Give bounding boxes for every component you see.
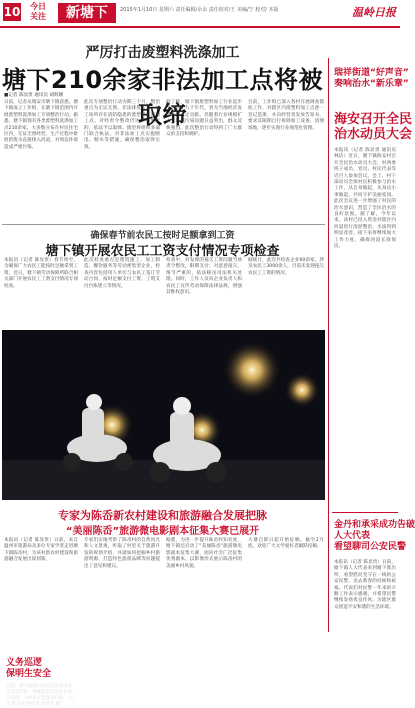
photo-illustration [2,330,325,500]
story2-subtitle: 确保春节前农民工按时足额拿到工资 [90,231,235,241]
story1-headline: 塘下210余家非法加工点将被取缔 [1,66,324,129]
story1-col4: 目前，工作组已深入各村开展调查摸底工作，对辖区内废塑料加工点逐一登记造册，并向经营者发放告知书，要求其限期自行拆除加工设备，清理场地，逐步实现行业规范化管理。 [248,100,324,131]
header-meta: 2015年1月10日 星期六 责任编辑/余永 责任校对/王 美编/宁 校对/ 本版 [120,7,279,13]
story3-col2: 专家们实地考察了陈岙村的自然风光和人文景观，听取了村里关于旅游开发的规划介绍，并就如何挖掘乡村旅游资源、打造特色旅游品牌等问题提出了意见和建议。 [84,538,160,569]
page-number: 10 [3,5,21,19]
paper-logo: 温岭日报 [352,6,396,19]
sidebar-body-2: 本报讯（记者 陈显贵）日前，塘下镇人大代表来到塘下派出所，看望慰问坚守在一线的公安民警，送去新春的问候和祝福。代表们对民警一年来的辛勤工作表示感谢，并希望民警继续发扬优良作风，为辖区群众创造平安和谐的生活环境。 [334,560,396,610]
sidebar-kicker: 瑞祥街道“好声音” 奏响治水“新乐章” [334,68,409,89]
story1-col1: 日前，记者从瑞安市塘下镇获悉，塘下镇成立工作组，在塘下镇范围内开展废塑料洗涤加工专项整治行动。据悉，塘下镇现有各类废塑料洗涤加工点210余家，大多数分布在村民住宅区内，无证无照经营，生产过程中排放的废水直接排入河道，对周边环境造成严重污染。 [4,100,78,150]
story3-col4: 大赛自即日起开始征稿，截至2月底，欢迎广大文学爱好者踊跃投稿。 [248,538,324,550]
story3-col3: 据悉，为进一步提升陈岙村知名度，塘下镇还启动了“美丽陈岙”旅游微电影剧本征集大赛，面向社会广泛征集优秀剧本，以影像形式展示陈岙村的美丽乡村风貌。 [166,538,242,569]
story3-headline: 专家为陈岙新农村建设和旅游融合发展把脉 [58,509,267,522]
story2-col1: 本报讯（记者 陈显贵）春节将至，为确保广大农民工能按时足额拿到工资，近日，塘下镇劳动保障所联合相关部门开展农民工工资支付情况专项检查。 [4,258,78,289]
sidebar-divider [332,512,398,513]
story3-subtitle: “美丽陈岙”旅游微电影剧本征集大赛已展开 [65,526,260,537]
photo-caption-title: 义务巡逻 保明生安全 [6,658,52,679]
story1-col3: 据了解，塘下镇废塑料加工行业起步于上世纪九十年代，曾为当地经济发展作出一定贡献。但随着行业规模扩大，环境污染问题日益突出，群众反映强烈。此次整治行动得到了广大群众的支持和拥护。 [166,100,242,138]
story1-subtitle: 严厉打击废塑料洗涤加工 [85,45,240,61]
section-title: 新塘下 [58,3,116,23]
brand-logo: 今日 关注 [30,2,46,21]
masthead [0,0,400,28]
photo-caption [6,658,76,708]
story2-col3: 检查中，对发现的拖欠工资问题当场责令整改，限期支付；对恶意拖欠、情节严重的，依法移送司法机关处理。同时，工作人员向企业负责人和农民工宣传劳动保障法律法规，增强其维权意识。 [166,258,242,296]
story2-headline: 塘下镇开展农民工工资支付情况专项检查 [45,244,280,259]
sidebar-body: 本报讯（记者 陈显贵 通讯员 林洁）近日，塘下镇海安村召开全民治水动员大会，村两委班子成员、党员、村民代表等近百人参加会议。会上，村干部动员全体村民积极参与治水工作，从自身做起，从身边小事做起，共同守护美丽家园。此次会议进一步增强了村民的治水意识，营造了全民治水的良好氛围。据了解，今年以来，该村已投入资金对辖区内河道进行清淤整治，水质得到明显改善。接下来将继续加大工作力度，确保河道长效保洁。 [334,148,396,250]
divider [2,224,325,225]
story3-col1: 本报讯（记者 陈显贵）日前，来自温州市旅游局及多位专家学者走进塘下镇陈岙村，为该村新农村建设和旅游融合发展出谋划策。 [4,538,78,563]
story2-col2: 此次检查重点是建筑施工、加工制造、餐饮服务等劳动密集型企业，检查内容包括用人单位与农民工签订劳动合同、按时足额支付工资、工资支付台账建立等情况。 [84,258,160,289]
masthead-rule [0,26,400,28]
story2-col4: 据统计，此次共检查企业60余家，涉及农民工3000余人，目前未发现拖欠农民工工资的情况。 [248,258,325,276]
story1-col2: 此次专项整治行动为期三个月，整治重点为无证无照、非法排放污水、加工场所存在消防隐患的废塑料洗涤加工点。对经责令整改仍达不到要求的，依法予以取缔。镇里将组织多部门联合执法，对非法加工点实施断电、断水等措施，确保整治取得实效。 [84,100,160,150]
photo-caption-text: 日前，塘下镇鲍田村的志愿者组成义务巡逻队，每晚骑着电动车在村内巡逻，为村民安全保驾护航。（记者 陈显贵 通讯员 项建华 摄） [6,684,75,707]
sidebar-headline-2: 金丹和承采成功告破 人大代表 看望聊司公安民警 [334,520,415,552]
story1-byline: ■记者 陈显贵 通讯员 胡辉刚 [4,93,64,98]
sidebar-headline: 海安召开全民 治水动员大会 [334,112,413,142]
